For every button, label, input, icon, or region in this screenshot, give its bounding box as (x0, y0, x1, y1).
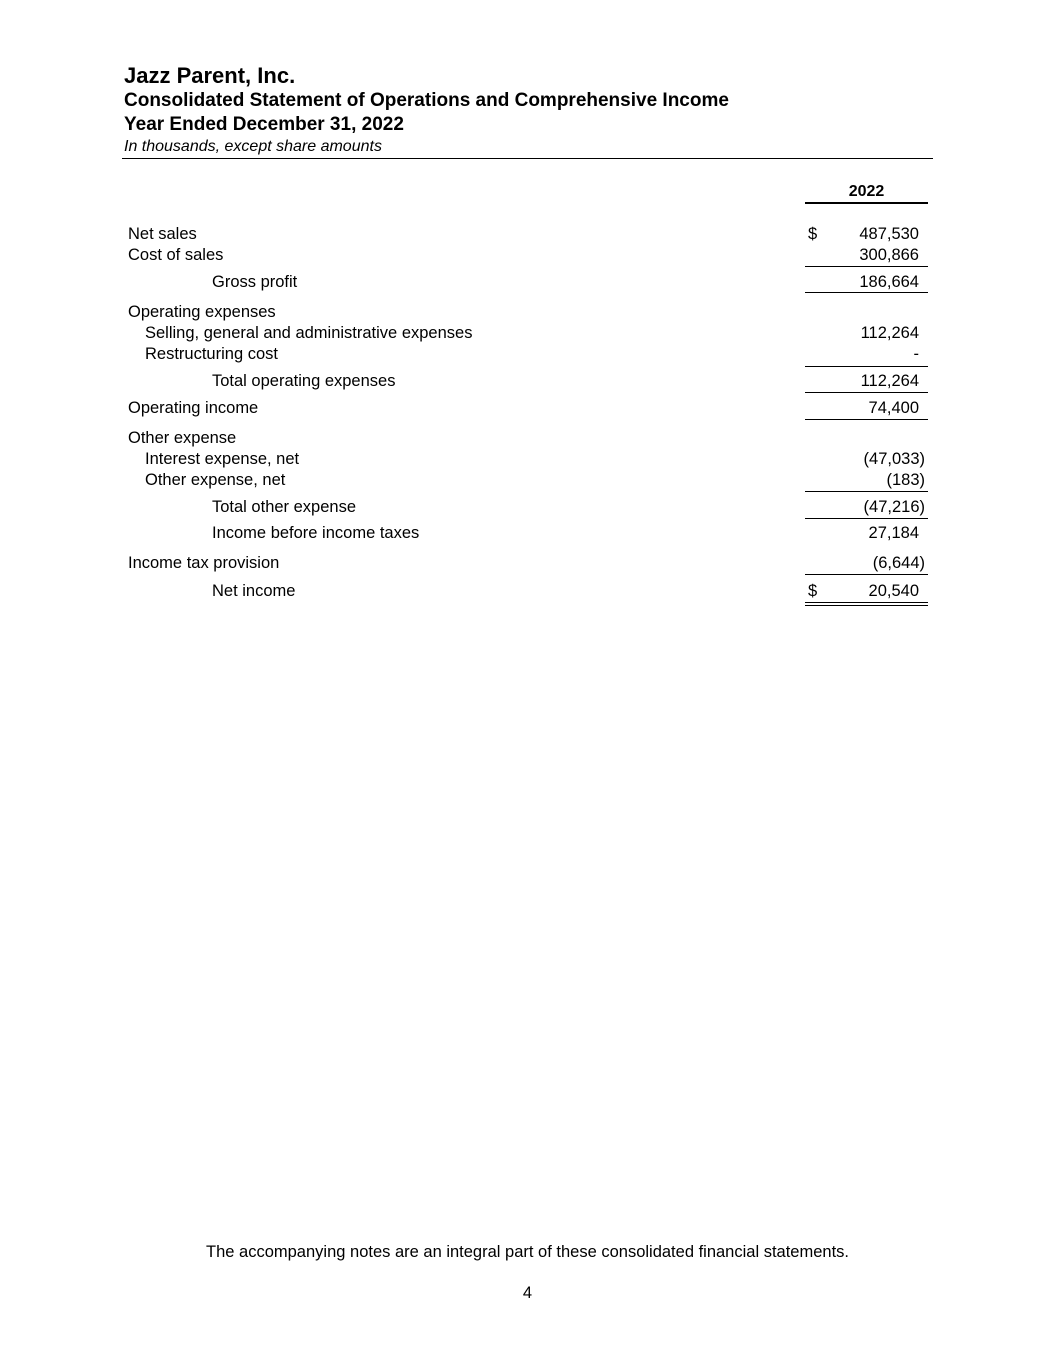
statement-title: Consolidated Statement of Operations and Comprehensive Income (124, 90, 729, 111)
row-value: (47,033) (863, 450, 925, 468)
subtotal-rule (805, 518, 928, 519)
subtotal-rule (805, 366, 928, 367)
row-other-expense-heading (0, 428, 1055, 449)
row-operating-income (0, 398, 1055, 419)
row-income-tax-provision (0, 553, 1055, 574)
row-value: 186,664 (859, 273, 919, 291)
row-gross-profit (0, 272, 1055, 293)
row-label: Other expense, net (145, 471, 286, 489)
row-value: (183) (886, 471, 925, 489)
row-label: Income before income taxes (212, 524, 420, 542)
page-number: 4 (522, 1284, 533, 1302)
row-total-other-expense (0, 497, 1055, 518)
row-value: 27,184 (868, 524, 919, 542)
currency-symbol: $ (808, 225, 818, 243)
row-label: Gross profit (212, 273, 298, 291)
row-other-expense-net (0, 470, 1055, 491)
row-value: 74,400 (868, 399, 919, 417)
subtotal-rule (805, 392, 928, 393)
section-heading: Other expense (128, 429, 237, 447)
subtotal-rule (805, 419, 928, 420)
units-note: In thousands, except share amounts (124, 138, 382, 155)
row-label: Restructuring cost (145, 345, 278, 363)
row-cost-of-sales (0, 245, 1055, 266)
row-label: Net sales (128, 225, 197, 243)
row-net-income (0, 581, 1055, 602)
subtotal-rule (805, 491, 928, 492)
section-heading: Operating expenses (128, 303, 276, 321)
currency-symbol: $ (808, 582, 818, 600)
header-divider (122, 158, 933, 159)
row-operating-expenses-heading (0, 302, 1055, 323)
company-name: Jazz Parent, Inc. (124, 63, 296, 88)
row-label: Cost of sales (128, 246, 224, 264)
column-header-year: 2022 (805, 182, 928, 204)
statement-header (124, 63, 933, 156)
row-value: 20,540 (868, 582, 919, 600)
row-value: (47,216) (863, 498, 925, 516)
row-value: 300,866 (859, 246, 919, 264)
row-income-before-taxes (0, 523, 1055, 544)
row-value: (6,644) (872, 554, 925, 572)
subtotal-rule (805, 266, 928, 267)
footer-note: The accompanying notes are an integral part of these consolidated financial statements. (206, 1243, 849, 1261)
row-restructuring (0, 344, 1055, 365)
row-label: Operating income (128, 399, 259, 417)
total-double-rule (805, 602, 928, 606)
row-label: Interest expense, net (145, 450, 300, 468)
row-value: 487,530 (859, 225, 919, 243)
statement-period: Year Ended December 31, 2022 (124, 114, 404, 135)
subtotal-rule (805, 574, 928, 575)
row-value: - (913, 345, 919, 363)
row-sga (0, 323, 1055, 344)
row-label: Selling, general and administrative expenses (145, 324, 473, 342)
row-interest-expense (0, 449, 1055, 470)
row-value: 112,264 (860, 372, 919, 390)
row-value: 112,264 (860, 324, 919, 342)
subtotal-rule (805, 292, 928, 293)
row-label: Net income (212, 582, 296, 600)
row-label: Income tax provision (128, 554, 280, 572)
row-label: Total other expense (212, 498, 357, 516)
row-net-sales (0, 224, 1055, 245)
row-total-operating-expenses (0, 371, 1055, 392)
row-label: Total operating expenses (212, 372, 396, 390)
